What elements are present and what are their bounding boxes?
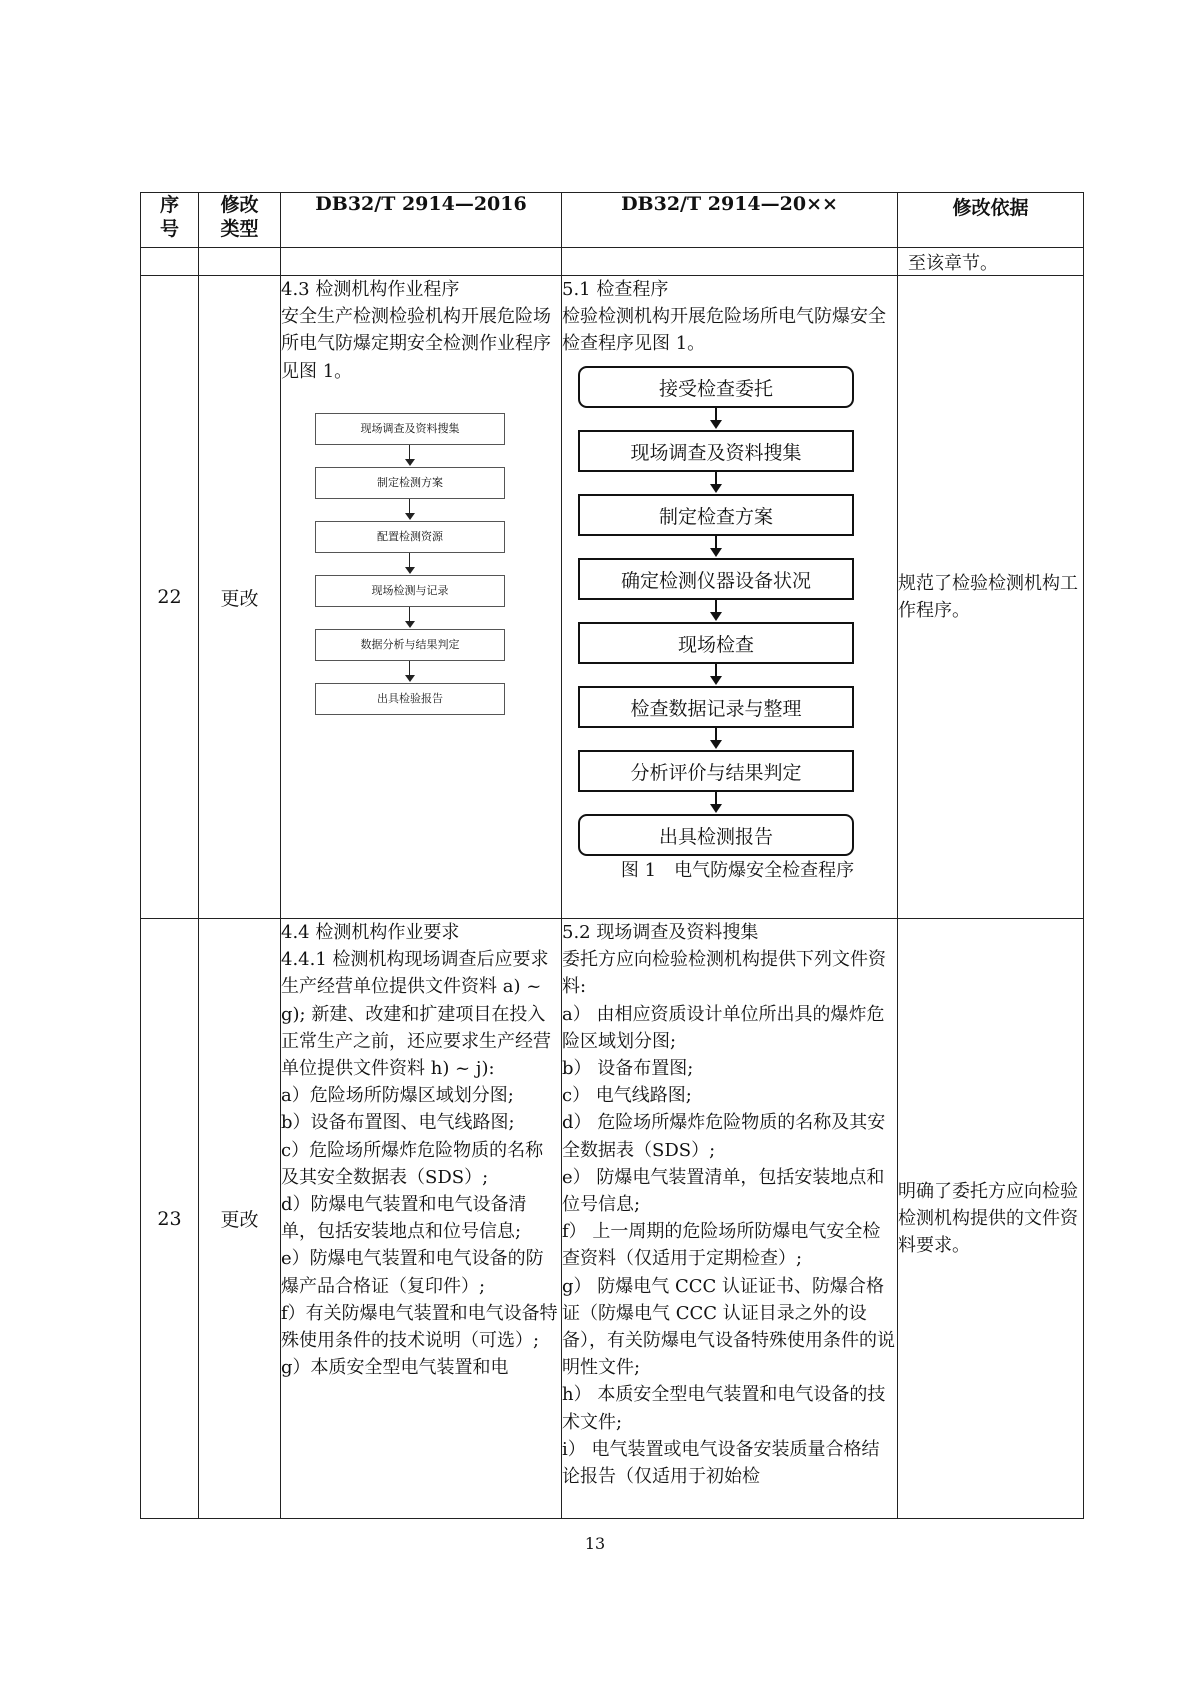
new-line: 委托方应向检验检测机构提供下列文件资料: — [562, 949, 886, 998]
flow-step: 现场调查及资料搜集 — [578, 430, 854, 472]
flow-step: 现场检查 — [578, 622, 854, 664]
new-line: h） 本质安全型电气装置和电气设备的技术文件; — [562, 1384, 886, 1433]
new-line: b） 设备布置图; — [562, 1058, 694, 1080]
old-line: g）本质安全型电气装置和电 — [281, 1357, 509, 1379]
new-content — [562, 919, 898, 1519]
flow-arrow-icon — [578, 536, 854, 558]
new-section-text: 检验检测机构开展危险场所电气防爆安全检查程序见图 1。 — [562, 306, 886, 355]
table-header-row — [141, 193, 1084, 248]
old-line: f）有关防爆电气装置和电气设备特殊使用条件的技术说明（可选）; — [281, 1302, 558, 1352]
flow-step: 现场调查及资料搜集 — [315, 413, 505, 445]
new-line: d） 危险场所爆炸危险物质的名称及其安全数据表（SDS）; — [562, 1112, 886, 1161]
flow-step: 接受检查委托 — [578, 366, 854, 408]
flow-arrow-icon — [315, 553, 505, 575]
flow-step: 确定检测仪器设备状况 — [578, 558, 854, 600]
row-basis: 明确了委托方应向检验检测机构提供的文件资料要求。 — [898, 919, 1084, 1519]
header-type: 修改 类型 — [199, 193, 281, 248]
old-line: a）危险场所防爆区域划分图; — [281, 1085, 514, 1107]
flow-arrow-icon — [578, 792, 854, 814]
flow-arrow-icon — [315, 607, 505, 629]
flow-step: 出具检测报告 — [578, 814, 854, 856]
flow-step: 数据分析与结果判定 — [315, 629, 505, 661]
flow-step: 配置检测资源 — [315, 521, 505, 553]
flow-arrow-icon — [578, 728, 854, 750]
header-basis: 修改依据 — [898, 193, 1084, 248]
flow-arrow-icon — [315, 445, 505, 467]
old-section-text: 安全生产检测检验机构开展危险场所电气防爆定期安全检测作业程序见图 1。 — [281, 306, 551, 382]
new-line: g） 防爆电气 CCC 认证证书、防爆合格证（防爆电气 CCC 认证目录之外的设备），有关防爆电气设备特殊使用条件的说明性文件; — [562, 1275, 895, 1379]
old-line: e）防爆电气装置和电气设备的防爆产品合格证（复印件）; — [281, 1248, 544, 1297]
new-line: f） 上一周期的危险场所防爆电气安全检查资料（仅适用于定期检查）; — [562, 1221, 881, 1270]
old-section-title: 4.3 检测机构作业程序 — [281, 279, 460, 300]
flow-step: 制定检查方案 — [578, 494, 854, 536]
new-line: 5.2 现场调查及资料搜集 — [562, 922, 759, 943]
flow-arrow-icon — [578, 408, 854, 430]
old-line: c）危险场所爆炸危险物质的名称及其安全数据表（SDS）; — [281, 1139, 544, 1188]
flow-step: 分析评价与结果判定 — [578, 750, 854, 792]
old-content — [281, 919, 562, 1519]
page-number: 13 — [584, 1534, 606, 1553]
flow-arrow-icon — [578, 664, 854, 686]
continuation-basis: 至该章节。 — [898, 248, 1084, 276]
new-line: c） 电气线路图; — [562, 1085, 692, 1107]
old-flowchart — [315, 413, 505, 715]
comparison-table — [140, 192, 1084, 1519]
header-new-standard: DB32/T 2914—20×× — [562, 193, 898, 248]
flow-arrow-icon — [578, 600, 854, 622]
flow-step: 制定检测方案 — [315, 467, 505, 499]
new-flowchart — [578, 366, 854, 856]
old-line: 4.4 检测机构作业要求 — [281, 922, 460, 943]
new-section-title: 5.1 检查程序 — [562, 279, 669, 300]
table-row-23 — [141, 919, 1084, 1519]
continuation-row — [141, 248, 1084, 276]
new-line: i） 电气装置或电气设备安装质量合格结论报告（仅适用于初始检 — [562, 1438, 880, 1488]
row-number: 23 — [141, 919, 199, 1519]
old-line: 4.4.1 检测机构现场调查后应要求生产经营单位提供文件资料 a) ~ g); 新建、改建和扩建项目在投入正常生产之前，还应要求生产经营单位提供文件资料 h) ~ j): — [281, 949, 551, 1080]
flow-arrow-icon — [315, 499, 505, 521]
new-content — [562, 276, 898, 919]
new-line: e） 防爆电气装置清单，包括安装地点和位号信息; — [562, 1166, 885, 1216]
figure-caption: 图 1 电气防爆安全检查程序 — [620, 859, 855, 881]
old-line: d）防爆电气装置和电气设备清单，包括安装地点和位号信息; — [281, 1194, 527, 1243]
flow-step: 现场检测与记录 — [315, 575, 505, 607]
old-line: b）设备布置图、电气线路图; — [281, 1112, 515, 1134]
header-old-standard: DB32/T 2914—2016 — [281, 193, 562, 248]
row-number: 22 — [141, 276, 199, 919]
flow-step: 出具检验报告 — [315, 683, 505, 715]
row-type: 更改 — [199, 919, 281, 1519]
row-basis: 规范了检验检测机构工作程序。 — [898, 276, 1084, 919]
flow-arrow-icon — [578, 472, 854, 494]
table-row-22 — [141, 276, 1084, 919]
old-content — [281, 276, 562, 919]
row-type: 更改 — [199, 276, 281, 919]
flow-arrow-icon — [315, 661, 505, 683]
header-no: 序 号 — [141, 193, 199, 248]
new-line: a） 由相应资质设计单位所出具的爆炸危险区域划分图; — [562, 1003, 885, 1052]
flow-step: 检查数据记录与整理 — [578, 686, 854, 728]
